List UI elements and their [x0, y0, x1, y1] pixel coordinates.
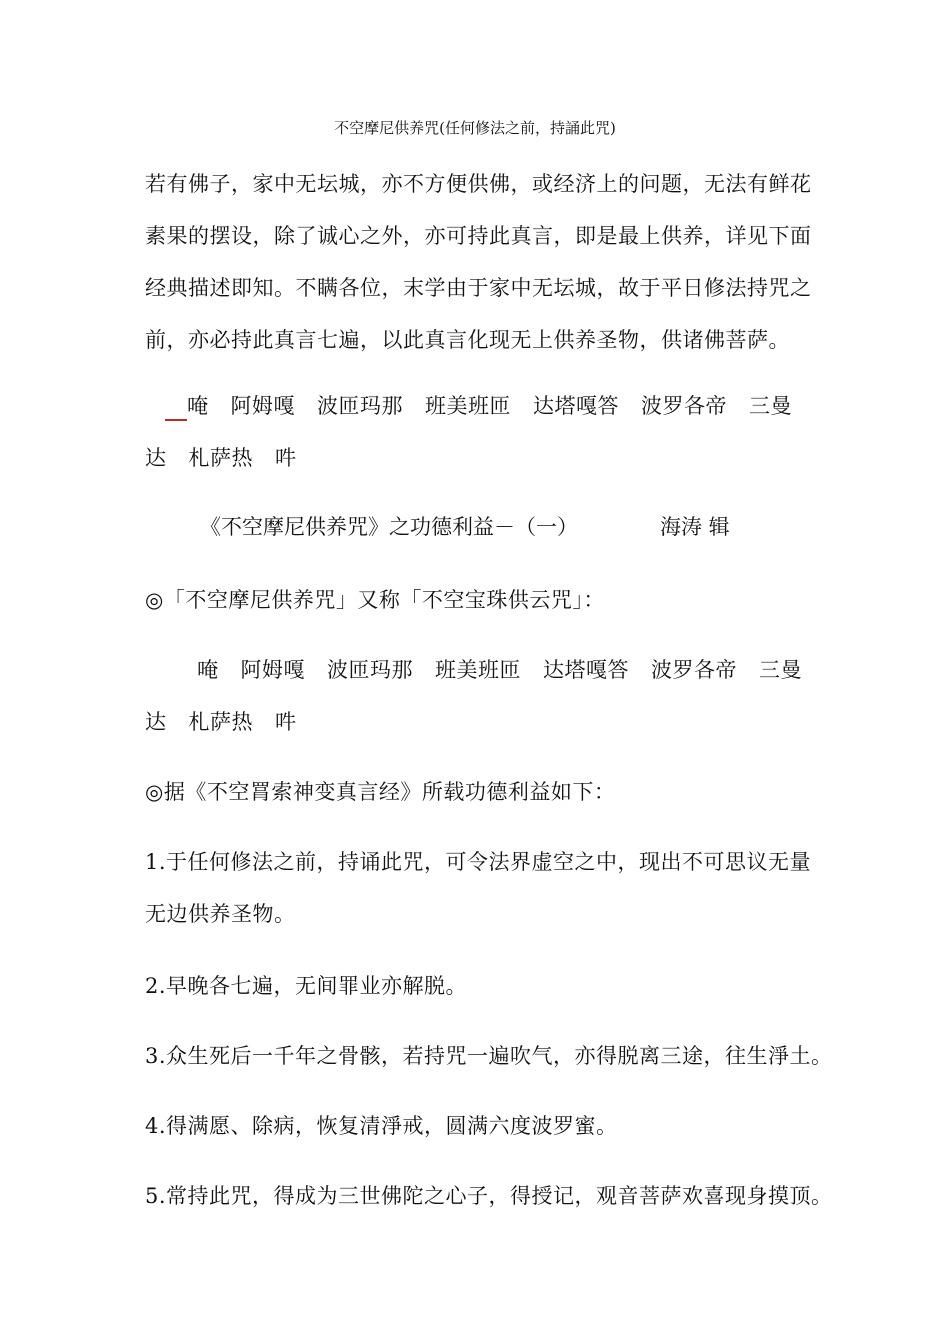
section-heading-editor: 海涛 辑 [660, 515, 730, 539]
source-line [145, 766, 815, 818]
alias-line [145, 574, 815, 626]
source-text: ◎据《不空罥索神变真言经》所载功德利益如下： [145, 780, 616, 804]
mantra-line [145, 432, 815, 484]
mantra-syllable: 波匝玛那 [317, 394, 403, 418]
intro-line: 经典描述即知。不瞒各位，末学由于家中无坛城，故于平日修法持咒之 [145, 276, 812, 300]
benefit-item-1 [145, 836, 815, 940]
benefit-item-5 [145, 1170, 833, 1222]
section-heading [200, 512, 730, 542]
mantra-line [145, 644, 815, 696]
mantra-line [145, 696, 815, 748]
benefit-line: 5.常持此咒，得成为三世佛陀之心子，得授记，观音菩萨欢喜现身摸顶。 [145, 1184, 833, 1208]
intro-line: 若有佛子，家中无坛城，亦不方便供佛，或经济上的问题，无法有鲜花 [145, 172, 812, 196]
mantra-syllable: 阿姆嘎 [230, 394, 295, 418]
benefit-item-2 [145, 960, 815, 1012]
mantra-syllable: 达塔嘎答 [543, 658, 629, 682]
mantra-syllable: 班美班匝 [435, 658, 521, 682]
mantra-syllable: 达 [145, 446, 167, 470]
intro-line: 素果的摆设，除了诚心之外，亦可持此真言，即是最上供养，详见下面 [145, 224, 812, 248]
mantra-block-1 [145, 380, 815, 484]
benefit-item-4 [145, 1100, 815, 1152]
mantra-block-2 [145, 644, 815, 748]
intro-line: 前，亦必持此真言七遍，以此真言化现无上供养圣物，供诸佛菩萨。 [145, 328, 790, 352]
mantra-syllable: 三曼 [749, 394, 792, 418]
benefit-line: 1.于任何修法之前，持诵此咒，可令法界虚空之中，现出不可思议无量 [145, 850, 812, 874]
benefit-line: 2.早晚各七遍，无间罪业亦解脱。 [145, 974, 468, 998]
mantra-syllable: 唵 [197, 658, 219, 682]
mantra-syllable: 三曼 [759, 658, 802, 682]
mantra-syllable: 吽 [275, 446, 297, 470]
section-heading-text: 《不空摩尼供养咒》之功德利益－（一） [200, 515, 578, 539]
mantra-syllable: 波匝玛那 [327, 658, 413, 682]
mantra-syllable: 波罗各帝 [651, 658, 737, 682]
mantra-syllable: 札萨热 [188, 710, 253, 734]
mantra-syllable: 班美班匝 [425, 394, 511, 418]
intro-paragraph [145, 158, 815, 366]
mantra-syllable: 波罗各帝 [641, 394, 727, 418]
mantra-syllable: 达 [145, 710, 167, 734]
alias-text: ◎「不空摩尼供养咒」又称「不空宝珠供云咒」： [145, 588, 605, 612]
mantra-syllable: 达塔嘎答 [533, 394, 619, 418]
benefit-line: 3.众生死后一千年之骨骸，若持咒一遍吹气，亦得脱离三途，往生淨土。 [145, 1044, 833, 1068]
mantra-syllable: 札萨热 [188, 446, 253, 470]
benefit-line: 4.得满愿、除病，恢复清淨戒，圆满六度波罗蜜。 [145, 1114, 618, 1138]
benefit-item-3 [145, 1030, 833, 1082]
mantra-syllable: 唵 [187, 394, 209, 418]
mantra-syllable: 吽 [275, 710, 297, 734]
mantra-line [145, 380, 815, 432]
mantra-syllable: 阿姆嘎 [240, 658, 305, 682]
document-title: 不空摩尼供养咒(任何修法之前，持誦此咒) [334, 119, 616, 137]
benefit-line: 无边供养圣物。 [145, 902, 296, 926]
